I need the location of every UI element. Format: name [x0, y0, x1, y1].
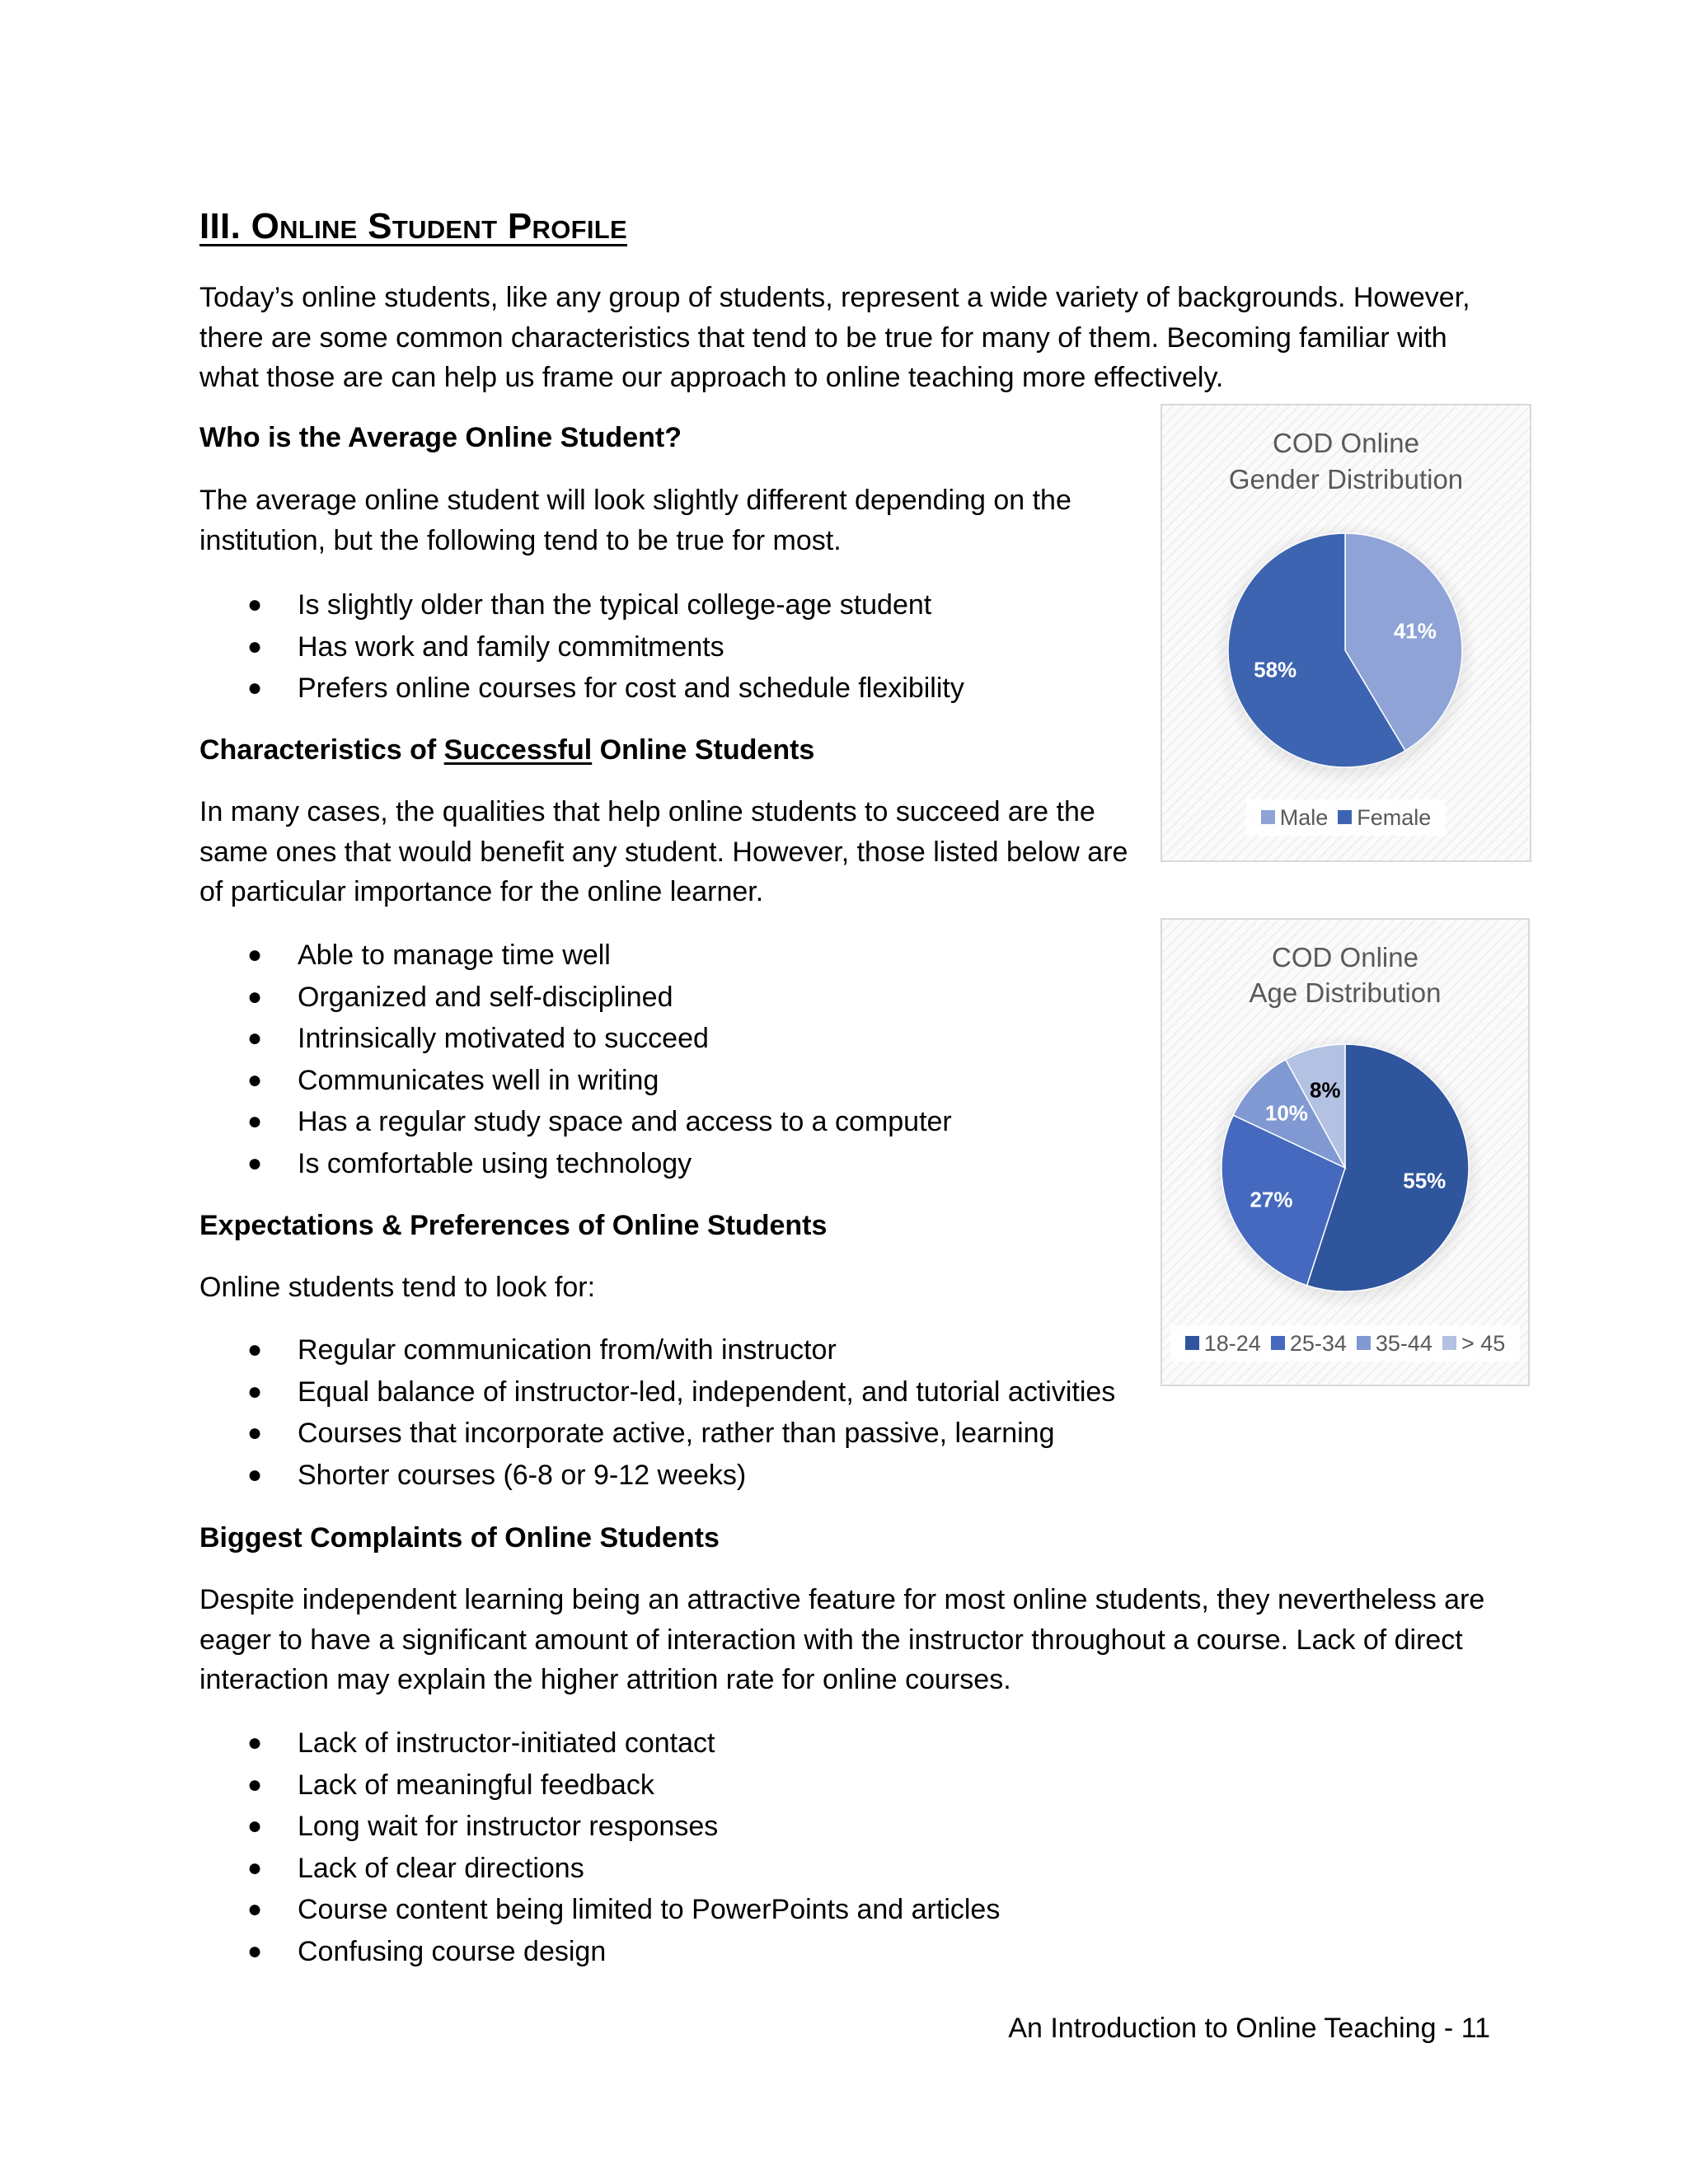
- list-item: [199, 935, 952, 977]
- legend-label: 18-24: [1203, 1331, 1261, 1356]
- bullet-icon: ●: [247, 1937, 263, 1965]
- bullet-list-expectations: [199, 1329, 1115, 1496]
- list-item: [199, 1931, 1000, 1973]
- list-item-text: Has work and family commitments: [298, 630, 724, 663]
- section-paragraph-average-student: The average online student will look slightly different depending on the institution, but the following tend to be true for most.: [199, 485, 1071, 556]
- legend-label: > 45: [1461, 1331, 1506, 1356]
- gender-pie-chart: [1162, 405, 1530, 860]
- pie-data-label: 55%: [1403, 1168, 1447, 1193]
- section-heading-successful-students: [199, 730, 814, 770]
- list-item-text: Equal balance of instructor-led, independent, and tutorial activities: [298, 1376, 1116, 1408]
- legend-label: Male: [1279, 805, 1329, 830]
- pie-data-label: 58%: [1254, 657, 1297, 682]
- list-item-text: Prefers online courses for cost and schedule flexibility: [298, 673, 964, 704]
- section-heading-average-student: Who is the Average Online Student?: [199, 422, 682, 453]
- list-item-text: Shorter courses (6-8 or 9-12 weeks): [298, 1459, 747, 1491]
- bullet-icon: ●: [247, 1377, 263, 1405]
- list-item: [199, 1371, 1115, 1413]
- list-item: [199, 1889, 1000, 1931]
- list-item: [199, 1806, 1000, 1848]
- list-item-text: Is slightly older than the typical college-age student: [298, 589, 932, 621]
- chart-title-line1: COD Online: [1273, 428, 1419, 458]
- list-item-text: Long wait for instructor responses: [298, 1811, 719, 1842]
- bullet-icon: ●: [247, 591, 263, 618]
- list-item-text: Organized and self-disciplined: [298, 981, 673, 1013]
- section-paragraph-complaints: Despite independent learning being an attractive feature for most online students, they nevertheless are eager to have a significant amount of interaction with the instructor throughout a course. Lack of direct interaction may explain the higher attrition rate for online courses.: [199, 1584, 1485, 1695]
- list-item: [199, 1101, 952, 1143]
- pie-data-label: 41%: [1393, 618, 1437, 644]
- list-item: [199, 1143, 952, 1185]
- gender-chart-legend: [1162, 799, 1530, 836]
- list-item-text: Communicates well in writing: [298, 1064, 659, 1096]
- age-chart-legend: [1162, 1325, 1528, 1361]
- pie-data-label: 27%: [1250, 1187, 1293, 1212]
- list-item-text: Lack of instructor-initiated contact: [298, 1727, 715, 1759]
- bullet-list-successful-students: [199, 935, 952, 1184]
- list-item: [199, 977, 952, 1019]
- list-item-text: Is comfortable using technology: [298, 1147, 692, 1179]
- list-item-text: Courses that incorporate active, rather than passive, learning: [298, 1418, 1055, 1449]
- legend-item: [1442, 1329, 1505, 1358]
- legend-swatch-icon: [1271, 1336, 1285, 1350]
- heading-text-pre: Characteristics of: [199, 734, 444, 766]
- chart-title-line2: Age Distribution: [1249, 977, 1442, 1008]
- bullet-icon: ●: [247, 632, 263, 660]
- list-item: [199, 626, 964, 668]
- chart-title-line1: COD Online: [1272, 942, 1418, 972]
- bullet-icon: ●: [247, 982, 263, 1010]
- legend-item: [1185, 1329, 1261, 1358]
- bullet-icon: ●: [247, 1024, 263, 1052]
- list-item: [199, 1455, 1115, 1497]
- legend-swatch-icon: [1442, 1336, 1456, 1350]
- bullet-icon: ●: [247, 941, 263, 968]
- bullet-icon: ●: [247, 1854, 263, 1882]
- list-item-text: Lack of meaningful feedback: [298, 1769, 654, 1801]
- age-pie-chart: [1162, 920, 1528, 1385]
- list-item: [199, 1722, 1000, 1765]
- bullet-icon: ●: [247, 1066, 263, 1094]
- section-paragraph-expectations: Online students tend to look for:: [199, 1272, 596, 1303]
- list-item: [199, 1413, 1115, 1455]
- list-item-text: Has a regular study space and access to a computer: [298, 1106, 952, 1137]
- legend-item: [1338, 803, 1431, 832]
- section-paragraph-successful-students: In many cases, the qualities that help online students to succeed are the same ones that would benefit any student. However, those listed below are of particular importance for the online learner.: [199, 796, 1128, 907]
- bullet-list-complaints: [199, 1722, 1000, 1972]
- list-item: [199, 1018, 952, 1060]
- list-item: [199, 1765, 1000, 1807]
- legend-label: 25-34: [1289, 1331, 1347, 1356]
- list-item: [199, 668, 964, 710]
- bullet-icon: ●: [247, 1896, 263, 1923]
- bullet-icon: ●: [247, 1336, 263, 1363]
- heading-text-post: Online Students: [592, 734, 815, 766]
- bullet-icon: ●: [247, 1149, 263, 1177]
- legend-items: [1170, 1325, 1521, 1361]
- list-item-text: Regular communication from/with instructor: [298, 1334, 837, 1366]
- legend-item: [1357, 1329, 1432, 1358]
- legend-items: [1246, 799, 1447, 836]
- section-heading-complaints: Biggest Complaints of Online Students: [199, 1522, 720, 1554]
- legend-swatch-icon: [1338, 810, 1352, 824]
- list-item: [199, 1060, 952, 1102]
- legend-swatch-icon: [1357, 1336, 1371, 1350]
- bullet-icon: ●: [247, 1729, 263, 1756]
- bullet-icon: ●: [247, 1770, 263, 1798]
- bullet-list-average-student: [199, 584, 964, 710]
- list-item-text: Course content being limited to PowerPoints and articles: [298, 1894, 1001, 1925]
- list-item-text: Able to manage time well: [298, 940, 611, 971]
- legend-swatch-icon: [1185, 1336, 1199, 1350]
- heading-text-underlined: Successful: [443, 734, 593, 766]
- bullet-icon: ●: [247, 1419, 263, 1446]
- bullet-icon: ●: [247, 674, 263, 701]
- bullet-icon: ●: [247, 1108, 263, 1135]
- legend-item: [1261, 803, 1329, 832]
- list-item: [199, 584, 964, 626]
- pie-data-label: 10%: [1264, 1100, 1308, 1126]
- chart-title-line2: Gender Distribution: [1228, 464, 1464, 494]
- gender-chart-container: [1160, 404, 1531, 862]
- legend-label: 35-44: [1375, 1331, 1432, 1356]
- list-item-text: Lack of clear directions: [298, 1852, 584, 1884]
- list-item: [199, 1848, 1000, 1890]
- list-item-text: Confusing course design: [298, 1935, 607, 1967]
- page-footer: An Introduction to Online Teaching - 11: [1008, 2013, 1490, 2044]
- intro-paragraph: Today’s online students, like any group of students, represent a wide variety of backgrounds. However, there are some common characteristics that tend to be true for many of them. Becoming familiar with what those are can help us frame our approach to online teaching more effectively.: [199, 282, 1470, 393]
- bullet-icon: ●: [247, 1460, 263, 1488]
- list-item: [199, 1329, 1115, 1371]
- section-heading-expectations: Expectations & Preferences of Online Students: [199, 1210, 828, 1241]
- legend-item: [1271, 1329, 1347, 1358]
- list-item-text: Intrinsically motivated to succeed: [298, 1023, 709, 1054]
- page-title: III. Online Student Profile: [199, 206, 627, 246]
- age-chart-container: [1160, 918, 1530, 1386]
- bullet-icon: ●: [247, 1812, 263, 1840]
- pie-data-label: 8%: [1309, 1077, 1341, 1103]
- legend-swatch-icon: [1261, 810, 1275, 824]
- legend-label: Female: [1357, 805, 1432, 830]
